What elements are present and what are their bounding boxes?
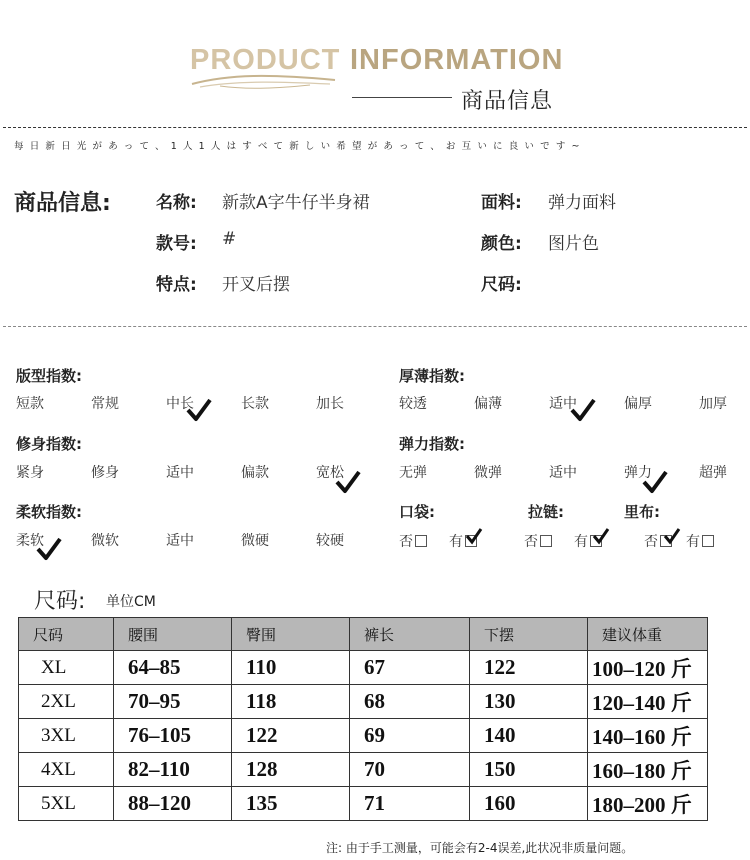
slim-option: 修身 [91, 465, 119, 481]
checkmark-icon [335, 470, 361, 494]
table-cell: 130 [470, 685, 588, 719]
table-row [19, 651, 708, 685]
feature-label: 特点: [156, 275, 197, 295]
softness-option-selected: 柔软 [16, 533, 44, 549]
zipper-title: 拉链: [528, 503, 564, 521]
table-cell: 68 [350, 685, 470, 719]
table-cell: 2XL [19, 685, 114, 719]
table-cell: 160–180 斤 [588, 753, 708, 787]
size-label: 尺码: [481, 275, 522, 295]
slim-option: 偏款 [241, 465, 269, 481]
table-cell: 70–95 [114, 685, 232, 719]
softness-index-title: 柔软指数: [16, 503, 82, 521]
table-cell: 120–140 斤 [588, 685, 708, 719]
slim-option-selected: 宽松 [316, 465, 344, 481]
header-divider [352, 97, 452, 98]
table-cell: 110 [232, 651, 350, 685]
lining-no-label: 否 [644, 534, 658, 550]
fit-option-selected: 中长 [166, 396, 194, 412]
fit-option: 短款 [16, 396, 44, 412]
fit-option: 长款 [241, 396, 269, 412]
table-cell: 140–160 斤 [588, 719, 708, 753]
elasticity-index-title: 弹力指数: [399, 435, 465, 453]
table-cell: 82–110 [114, 753, 232, 787]
table-cell: 71 [350, 787, 470, 821]
name-value: 新款A字牛仔半身裙 [222, 193, 370, 213]
pocket-title: 口袋: [399, 503, 435, 521]
checkmark-icon [592, 527, 610, 545]
table-cell: 140 [470, 719, 588, 753]
column-header: 尺码 [19, 618, 114, 651]
pocket-no-option [399, 531, 427, 551]
header-subtitle: 商品信息 [461, 89, 554, 114]
slim-index-title: 修身指数: [16, 435, 82, 453]
pocket-no-label: 否 [399, 534, 413, 550]
thickness-option: 偏薄 [474, 396, 502, 412]
table-row [19, 787, 708, 821]
feature-value: 开叉后摆 [222, 275, 290, 295]
name-label: 名称: [156, 193, 197, 213]
column-header: 腰围 [114, 618, 232, 651]
table-cell: 150 [470, 753, 588, 787]
column-header: 建议体重 [588, 618, 708, 651]
elasticity-option: 超弹 [699, 465, 727, 481]
zipper-yes-label: 有 [574, 534, 588, 550]
thickness-option: 较透 [399, 396, 427, 412]
style-number-label: 款号: [156, 234, 197, 254]
motto-text: 每日新日光があって、1人1人はすべて新しい希望があって、お互いに良いです~ [14, 141, 586, 152]
pocket-no-checkbox [415, 535, 427, 547]
table-row [19, 753, 708, 787]
table-cell: 122 [470, 651, 588, 685]
table-cell: 70 [350, 753, 470, 787]
table-cell: 88–120 [114, 787, 232, 821]
table-cell: XL [19, 651, 114, 685]
table-cell: 135 [232, 787, 350, 821]
lining-title: 里布: [624, 503, 660, 521]
table-cell: 180–200 斤 [588, 787, 708, 821]
slim-option: 紧身 [16, 465, 44, 481]
size-chart-unit: 单位CM [106, 594, 156, 610]
column-header: 臀围 [232, 618, 350, 651]
middle-dashed-divider [3, 326, 747, 327]
table-row [19, 685, 708, 719]
flourish-ornament [190, 72, 340, 92]
table-header-row [19, 618, 708, 651]
lining-yes-checkbox [702, 535, 714, 547]
table-cell: 100–120 斤 [588, 651, 708, 685]
product-info-title: 商品信息: [14, 191, 111, 216]
column-header: 下摆 [470, 618, 588, 651]
table-cell: 69 [350, 719, 470, 753]
lining-yes-option [686, 531, 714, 551]
checkmark-icon [36, 537, 62, 561]
zipper-no-checkbox [540, 535, 552, 547]
fit-option: 加长 [316, 396, 344, 412]
fabric-value: 弹力面料 [548, 193, 616, 213]
elasticity-option: 无弹 [399, 465, 427, 481]
table-cell: 64–85 [114, 651, 232, 685]
slim-option: 适中 [166, 465, 194, 481]
style-number-value: # [222, 229, 237, 249]
header-title-information: INFORMATION [350, 44, 564, 76]
checkmark-icon [642, 470, 668, 494]
softness-option: 微硬 [241, 533, 269, 549]
table-cell: 76–105 [114, 719, 232, 753]
softness-option: 微软 [91, 533, 119, 549]
pocket-yes-label: 有 [449, 534, 463, 550]
size-chart-title: 尺码: [34, 589, 86, 614]
table-cell: 3XL [19, 719, 114, 753]
table-cell: 160 [470, 787, 588, 821]
color-value: 图片色 [548, 234, 599, 254]
table-cell: 4XL [19, 753, 114, 787]
header-title-product: PRODUCT [190, 44, 341, 76]
table-cell: 122 [232, 719, 350, 753]
fit-option: 常规 [91, 396, 119, 412]
column-header: 裤长 [350, 618, 470, 651]
checkmark-icon [465, 527, 483, 545]
elasticity-option: 适中 [549, 465, 577, 481]
size-table [18, 617, 708, 821]
elasticity-option: 微弹 [474, 465, 502, 481]
checkmark-icon [663, 527, 681, 545]
softness-option: 适中 [166, 533, 194, 549]
table-cell: 5XL [19, 787, 114, 821]
thickness-option: 偏厚 [624, 396, 652, 412]
checkmark-icon [186, 398, 212, 422]
checkmark-icon [570, 398, 596, 422]
table-cell: 128 [232, 753, 350, 787]
zipper-no-label: 否 [524, 534, 538, 550]
table-cell: 118 [232, 685, 350, 719]
color-label: 颜色: [481, 234, 522, 254]
zipper-no-option [524, 531, 552, 551]
softness-option: 较硬 [316, 533, 344, 549]
measurement-note: 注: 由于手工测量，可能会有2-4误差,此状况非质量问题。 [326, 841, 634, 855]
table-cell: 67 [350, 651, 470, 685]
elasticity-option-selected: 弹力 [624, 465, 652, 481]
top-dashed-divider [3, 127, 747, 128]
table-row [19, 719, 708, 753]
thickness-option-selected: 适中 [549, 396, 577, 412]
fit-index-title: 版型指数: [16, 367, 82, 385]
thickness-index-title: 厚薄指数: [399, 367, 465, 385]
fabric-label: 面料: [481, 193, 522, 213]
lining-yes-label: 有 [686, 534, 700, 550]
thickness-option: 加厚 [699, 396, 727, 412]
